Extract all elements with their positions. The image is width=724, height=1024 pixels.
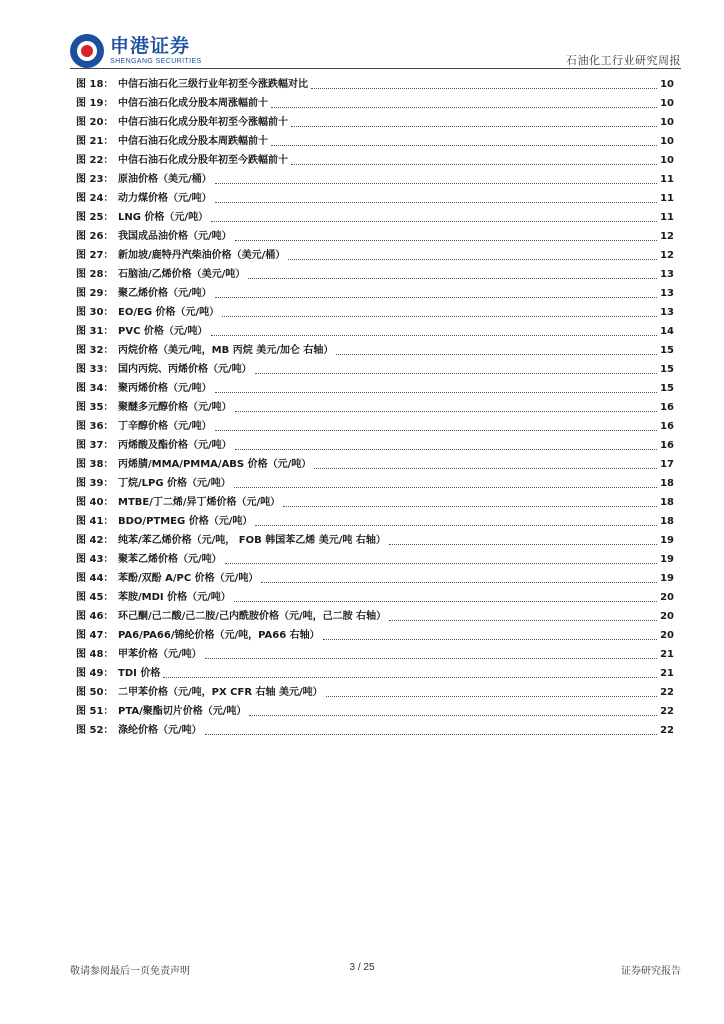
- figure-page-number: 11: [660, 174, 674, 185]
- dot-leader: [291, 126, 657, 127]
- figure-title: 甲苯价格（元/吨）: [118, 649, 202, 660]
- figure-title: 新加坡/鹿特丹汽柴油价格（美元/桶）: [118, 250, 286, 261]
- dot-leader: [215, 430, 657, 431]
- dot-leader: [215, 202, 657, 203]
- figure-title: 聚醚多元醇价格（元/吨）: [118, 402, 232, 413]
- figure-number: 图 52：: [76, 725, 114, 736]
- figure-number: 图 31：: [76, 326, 114, 337]
- figure-title: 苯酚/双酚 A/PC 价格（元/吨）: [118, 573, 259, 584]
- dot-leader: [225, 563, 657, 564]
- toc-entry[interactable]: [76, 227, 674, 246]
- toc-entry[interactable]: [76, 721, 674, 740]
- dot-leader: [163, 677, 657, 678]
- toc-entry[interactable]: [76, 265, 674, 284]
- figure-number: 图 37：: [76, 440, 114, 451]
- logo-chinese-name: 申港证券: [110, 35, 191, 57]
- figure-page-number: 22: [660, 687, 674, 698]
- figure-number: 图 27：: [76, 250, 114, 261]
- toc-entry[interactable]: [76, 436, 674, 455]
- figure-number: 图 22：: [76, 155, 114, 166]
- figure-number: 图 41：: [76, 516, 114, 527]
- dot-leader: [336, 354, 657, 355]
- figure-number: 图 44：: [76, 573, 114, 584]
- dot-leader: [261, 582, 657, 583]
- toc-entry[interactable]: [76, 569, 674, 588]
- dot-leader: [235, 240, 657, 241]
- figure-number: 图 51：: [76, 706, 114, 717]
- dot-leader: [248, 278, 657, 279]
- dot-leader: [235, 411, 657, 412]
- figure-title: TDI 价格: [118, 668, 161, 679]
- toc-entry[interactable]: [76, 208, 674, 227]
- dot-leader: [291, 164, 657, 165]
- dot-leader: [215, 297, 657, 298]
- page-number: 3 / 25: [349, 962, 375, 973]
- figure-title: 涤纶价格（元/吨）: [118, 725, 202, 736]
- figure-number: 图 45：: [76, 592, 114, 603]
- figure-page-number: 16: [660, 440, 674, 451]
- toc-entry[interactable]: [76, 189, 674, 208]
- toc-entry[interactable]: [76, 474, 674, 493]
- toc-entry[interactable]: [76, 341, 674, 360]
- figure-table-of-contents: [76, 75, 674, 740]
- figure-number: 图 46：: [76, 611, 114, 622]
- figure-page-number: 13: [660, 307, 674, 318]
- dot-leader: [222, 316, 657, 317]
- figure-page-number: 10: [660, 79, 674, 90]
- figure-title: 中信石油石化成分股本周涨幅前十: [118, 98, 268, 109]
- figure-number: 图 30：: [76, 307, 114, 318]
- figure-page-number: 10: [660, 136, 674, 147]
- toc-entry[interactable]: [76, 607, 674, 626]
- figure-page-number: 14: [660, 326, 674, 337]
- figure-title: 丙烯酸及酯价格（元/吨）: [118, 440, 232, 451]
- figure-page-number: 21: [660, 668, 674, 679]
- dot-leader: [288, 259, 657, 260]
- dot-leader: [205, 734, 657, 735]
- figure-number: 图 42：: [76, 535, 114, 546]
- figure-page-number: 20: [660, 611, 674, 622]
- figure-page-number: 10: [660, 98, 674, 109]
- toc-entry[interactable]: [76, 379, 674, 398]
- dot-leader: [389, 620, 657, 621]
- dot-leader: [311, 88, 657, 89]
- figure-page-number: 11: [660, 212, 674, 223]
- figure-number: 图 39：: [76, 478, 114, 489]
- figure-title: 国内丙烷、丙烯价格（元/吨）: [118, 364, 252, 375]
- figure-page-number: 19: [660, 554, 674, 565]
- figure-number: 图 26：: [76, 231, 114, 242]
- toc-entry[interactable]: [76, 398, 674, 417]
- footer-disclaimer: 敬请参阅最后一页免责声明: [70, 966, 190, 977]
- figure-number: 图 19：: [76, 98, 114, 109]
- figure-title: 苯胺/MDI 价格（元/吨）: [118, 592, 231, 603]
- figure-page-number: 20: [660, 630, 674, 641]
- figure-number: 图 28：: [76, 269, 114, 280]
- toc-entry[interactable]: [76, 284, 674, 303]
- figure-page-number: 18: [660, 478, 674, 489]
- toc-entry[interactable]: [76, 683, 674, 702]
- dot-leader: [326, 696, 657, 697]
- figure-title: 原油价格（美元/桶）: [118, 174, 212, 185]
- figure-title: 聚丙烯价格（元/吨）: [118, 383, 212, 394]
- figure-number: 图 38：: [76, 459, 114, 470]
- figure-title: 中信石油石化成分股年初至今涨幅前十: [118, 117, 288, 128]
- toc-entry[interactable]: [76, 626, 674, 645]
- dot-leader: [211, 335, 658, 336]
- figure-title: 丁辛醇价格（元/吨）: [118, 421, 212, 432]
- dot-leader: [314, 468, 657, 469]
- footer-document-type: 证券研究报告: [621, 966, 681, 977]
- toc-entry[interactable]: [76, 588, 674, 607]
- figure-title: 聚乙烯价格（元/吨）: [118, 288, 212, 299]
- dot-leader: [234, 487, 657, 488]
- figure-number: 图 21：: [76, 136, 114, 147]
- toc-entry[interactable]: [76, 702, 674, 721]
- figure-title: 聚苯乙烯价格（元/吨）: [118, 554, 222, 565]
- figure-number: 图 24：: [76, 193, 114, 204]
- figure-page-number: 21: [660, 649, 674, 660]
- toc-entry[interactable]: [76, 170, 674, 189]
- dot-leader: [235, 449, 657, 450]
- figure-title: 环己酮/己二酸/己二胺/己内酰胺价格（元/吨，己二胺 右轴）: [118, 611, 387, 622]
- figure-page-number: 19: [660, 573, 674, 584]
- toc-entry[interactable]: [76, 664, 674, 683]
- figure-page-number: 18: [660, 497, 674, 508]
- dot-leader: [215, 392, 657, 393]
- toc-entry[interactable]: [76, 455, 674, 474]
- figure-number: 图 40：: [76, 497, 114, 508]
- toc-entry[interactable]: [76, 132, 674, 151]
- page-footer: [0, 962, 724, 982]
- figure-title: LNG 价格（元/吨）: [118, 212, 209, 223]
- figure-page-number: 12: [660, 250, 674, 261]
- toc-entry[interactable]: [76, 303, 674, 322]
- dot-leader: [283, 506, 657, 507]
- figure-number: 图 34：: [76, 383, 114, 394]
- dot-leader: [389, 544, 657, 545]
- figure-number: 图 20：: [76, 117, 114, 128]
- logo-english-name: SHENGANG SECURITIES: [110, 58, 202, 65]
- figure-number: 图 43：: [76, 554, 114, 565]
- figure-page-number: 22: [660, 725, 674, 736]
- figure-number: 图 49：: [76, 668, 114, 679]
- figure-title: 丙烷价格（美元/吨，MB 丙烷 美元/加仑 右轴）: [118, 345, 334, 356]
- dot-leader: [255, 525, 657, 526]
- figure-title: 石脑油/乙烯价格（美元/吨）: [118, 269, 246, 280]
- figure-number: 图 23：: [76, 174, 114, 185]
- report-type: 石油化工行业研究周报: [566, 54, 681, 67]
- figure-number: 图 25：: [76, 212, 114, 223]
- logo-mark-icon: [70, 34, 104, 68]
- figure-page-number: 11: [660, 193, 674, 204]
- page-header: [0, 0, 724, 72]
- figure-page-number: 15: [660, 345, 674, 356]
- figure-page-number: 15: [660, 364, 674, 375]
- figure-title: PVC 价格（元/吨）: [118, 326, 208, 337]
- figure-page-number: 13: [660, 269, 674, 280]
- figure-title: BDO/PTMEG 价格（元/吨）: [118, 516, 253, 527]
- figure-title: 动力煤价格（元/吨）: [118, 193, 212, 204]
- figure-title: PA6/PA66/锦纶价格（元/吨，PA66 右轴）: [118, 630, 320, 641]
- toc-entry[interactable]: [76, 151, 674, 170]
- figure-page-number: 22: [660, 706, 674, 717]
- figure-title: 中信石油石化成分股年初至今跌幅前十: [118, 155, 288, 166]
- toc-entry[interactable]: [76, 493, 674, 512]
- figure-page-number: 16: [660, 421, 674, 432]
- toc-entry[interactable]: [76, 512, 674, 531]
- dot-leader: [205, 658, 657, 659]
- figure-title: 丁烷/LPG 价格（元/吨）: [118, 478, 231, 489]
- figure-title: 我国成品油价格（元/吨）: [118, 231, 232, 242]
- figure-page-number: 10: [660, 117, 674, 128]
- toc-entry[interactable]: [76, 94, 674, 113]
- toc-entry[interactable]: [76, 75, 674, 94]
- toc-entry[interactable]: [76, 417, 674, 436]
- dot-leader: [234, 601, 657, 602]
- figure-title: PTA/聚酯切片价格（元/吨）: [118, 706, 247, 717]
- figure-title: 二甲苯价格（元/吨，PX CFR 右轴 美元/吨）: [118, 687, 323, 698]
- figure-number: 图 29：: [76, 288, 114, 299]
- dot-leader: [271, 145, 657, 146]
- figure-page-number: 16: [660, 402, 674, 413]
- toc-entry[interactable]: [76, 531, 674, 550]
- figure-page-number: 13: [660, 288, 674, 299]
- logo-text: [110, 36, 202, 66]
- figure-page-number: 20: [660, 592, 674, 603]
- figure-page-number: 10: [660, 155, 674, 166]
- figure-page-number: 17: [660, 459, 674, 470]
- figure-number: 图 35：: [76, 402, 114, 413]
- figure-number: 图 50：: [76, 687, 114, 698]
- dot-leader: [215, 183, 657, 184]
- figure-number: 图 32：: [76, 345, 114, 356]
- figure-title: 丙烯腈/MMA/PMMA/ABS 价格（元/吨）: [118, 459, 312, 470]
- figure-number: 图 47：: [76, 630, 114, 641]
- company-logo: [70, 34, 202, 68]
- figure-page-number: 12: [660, 231, 674, 242]
- toc-entry[interactable]: [76, 246, 674, 265]
- figure-number: 图 36：: [76, 421, 114, 432]
- dot-leader: [211, 221, 657, 222]
- dot-leader: [255, 373, 657, 374]
- dot-leader: [323, 639, 657, 640]
- toc-entry[interactable]: [76, 550, 674, 569]
- figure-page-number: 18: [660, 516, 674, 527]
- figure-page-number: 19: [660, 535, 674, 546]
- figure-number: 图 18：: [76, 79, 114, 90]
- figure-title: MTBE/丁二烯/异丁烯价格（元/吨）: [118, 497, 281, 508]
- figure-title: 纯苯/苯乙烯价格（元/吨， FOB 韩国苯乙烯 美元/吨 右轴）: [118, 535, 386, 546]
- toc-entry[interactable]: [76, 322, 674, 341]
- toc-entry[interactable]: [76, 645, 674, 664]
- dot-leader: [271, 107, 657, 108]
- toc-entry[interactable]: [76, 360, 674, 379]
- figure-title: 中信石油石化成分股本周跌幅前十: [118, 136, 268, 147]
- figure-title: 中信石油石化三级行业年初至今涨跌幅对比: [118, 79, 308, 90]
- figure-title: EO/EG 价格（元/吨）: [118, 307, 220, 318]
- dot-leader: [249, 715, 657, 716]
- header-divider: [70, 68, 681, 69]
- figure-page-number: 15: [660, 383, 674, 394]
- toc-entry[interactable]: [76, 113, 674, 132]
- figure-number: 图 33：: [76, 364, 114, 375]
- figure-number: 图 48：: [76, 649, 114, 660]
